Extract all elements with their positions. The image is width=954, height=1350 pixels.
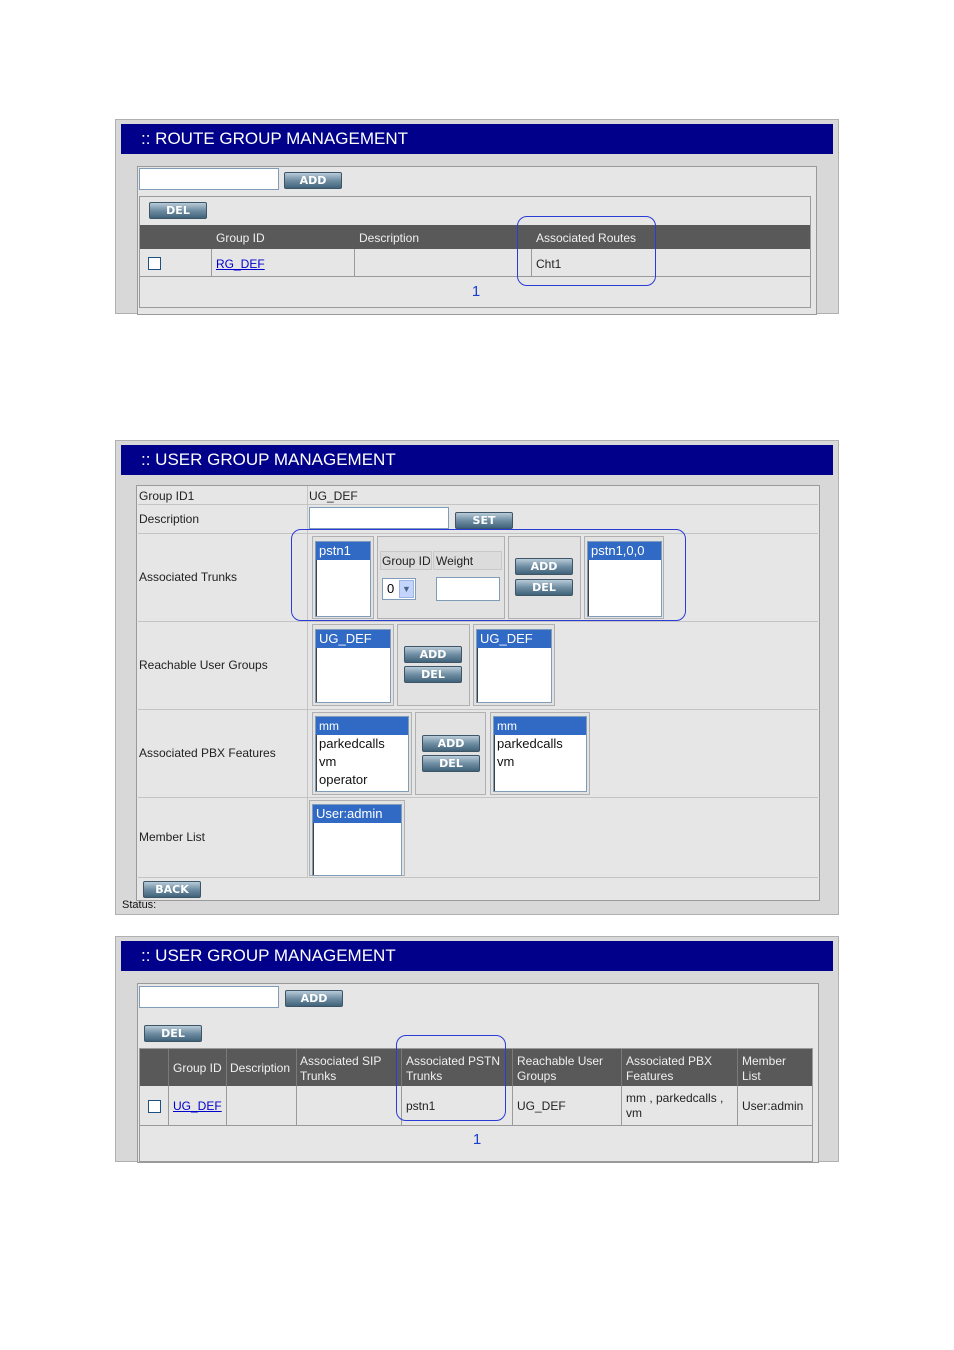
pbx-available-list[interactable] (315, 716, 409, 792)
user-group-list-content (137, 983, 819, 1163)
trunk-add-button[interactable]: ADD (515, 558, 573, 575)
reachable-del-button[interactable]: DEL (404, 666, 462, 683)
set-button[interactable]: SET (455, 512, 513, 529)
user-group-edit-form (136, 485, 820, 901)
list-item[interactable]: mm (494, 717, 586, 735)
table-row (140, 1086, 812, 1126)
trunk-group-id-header: Group ID (380, 551, 432, 570)
user-group-table (139, 1048, 813, 1162)
column-header-group-id: Group ID (173, 1061, 222, 1075)
route-group-add-button[interactable]: ADD (284, 172, 342, 189)
trunks-selected-box (584, 536, 664, 619)
list-item[interactable]: vm (497, 754, 515, 769)
pbx-buttons-box (415, 712, 486, 795)
list-item[interactable]: UG_DEF (477, 630, 551, 648)
list-item[interactable]: pstn1 (316, 542, 370, 560)
description-label: Description (139, 512, 200, 526)
route-group-associated-routes: Cht1 (536, 257, 562, 271)
reachable-selected-list[interactable] (476, 629, 552, 703)
pagination-page[interactable]: 1 (472, 1131, 482, 1148)
user-group-pstn-trunks: pstn1 (406, 1099, 436, 1113)
list-item[interactable]: parkedcalls (319, 736, 385, 751)
table-row (140, 249, 810, 277)
user-group-table-header (140, 1049, 812, 1086)
route-group-table-header (140, 225, 810, 249)
trunk-buttons-box (508, 536, 581, 619)
route-group-title: :: ROUTE GROUP MANAGEMENT (121, 124, 833, 154)
pbx-selected-box (490, 712, 590, 795)
trunk-params-box (377, 536, 505, 619)
list-item[interactable]: UG_DEF (316, 630, 390, 648)
route-group-id-link[interactable]: RG_DEF (216, 257, 265, 271)
trunk-weight-input[interactable] (436, 577, 500, 601)
user-group-pbx-features: mm , parkedcalls , vm (626, 1091, 724, 1120)
reachable-available-box (312, 624, 394, 706)
trunks-selected-list[interactable] (587, 541, 662, 617)
list-item[interactable]: vm (319, 754, 337, 769)
member-list-label: Member List (139, 830, 206, 844)
pbx-add-button[interactable]: ADD (422, 735, 480, 752)
user-group-edit-panel (115, 440, 839, 915)
pbx-available-box (312, 712, 412, 795)
route-group-del-button[interactable]: DEL (149, 202, 207, 219)
trunk-weight-header: Weight (433, 551, 502, 570)
column-header-pbx-features: Associated PBX Features (626, 1054, 713, 1083)
column-header-associated-routes: Associated Routes (536, 231, 637, 245)
column-header-description: Description (230, 1061, 291, 1075)
column-header-reachable-user-groups: Reachable User Groups (517, 1054, 604, 1083)
column-header-sip-trunks: Associated SIP Trunks (300, 1054, 382, 1083)
list-item[interactable]: mm (316, 717, 408, 735)
user-group-list-panel (115, 936, 839, 1162)
pbx-selected-list[interactable] (493, 716, 587, 792)
column-header-member-list: Member List (742, 1054, 787, 1083)
column-header-pstn-trunks: Associated PSTN Trunks (406, 1054, 501, 1083)
user-group-edit-title: :: USER GROUP MANAGEMENT (121, 445, 833, 475)
column-header-description: Description (359, 231, 420, 245)
route-group-content (137, 166, 817, 315)
reachable-add-button[interactable]: ADD (404, 646, 462, 663)
user-group-member-list: User:admin (742, 1099, 804, 1113)
trunk-group-id-select[interactable]: 0 ▼ (382, 578, 416, 600)
associated-pbx-features-label: Associated PBX Features (139, 746, 276, 760)
list-item[interactable]: operator (319, 772, 368, 787)
member-list[interactable] (312, 804, 402, 876)
pagination-page[interactable]: 1 (471, 283, 481, 300)
route-group-id-input[interactable] (139, 168, 279, 190)
user-group-id-link[interactable]: UG_DEF (173, 1099, 222, 1113)
user-group-reachable: UG_DEF (517, 1099, 566, 1113)
list-item[interactable]: pstn1,0,0 (588, 542, 661, 560)
reachable-user-groups-label: Reachable User Groups (139, 658, 268, 672)
list-item[interactable]: User:admin (313, 805, 401, 823)
row-select-checkbox[interactable] (148, 1100, 161, 1113)
column-header-group-id: Group ID (216, 231, 265, 245)
chevron-down-icon[interactable]: ▼ (399, 580, 414, 598)
user-group-add-button[interactable]: ADD (285, 990, 343, 1007)
user-group-list-title: :: USER GROUP MANAGEMENT (121, 941, 833, 971)
user-group-id-input[interactable] (139, 986, 279, 1008)
trunks-available-list[interactable] (315, 541, 371, 617)
list-item[interactable]: parkedcalls (497, 736, 563, 751)
trunks-available-box (312, 536, 374, 619)
group-id-label: Group ID1 (139, 489, 195, 503)
pbx-del-button[interactable]: DEL (422, 755, 480, 772)
member-list-box (309, 800, 405, 876)
status-label: Status: (122, 899, 157, 911)
back-button[interactable]: BACK (143, 881, 201, 898)
user-group-del-button[interactable]: DEL (144, 1025, 202, 1042)
row-select-checkbox[interactable] (148, 257, 161, 270)
associated-trunks-label: Associated Trunks (139, 570, 238, 584)
route-group-panel (115, 119, 839, 314)
reachable-available-list[interactable] (315, 629, 391, 703)
reachable-selected-box (473, 624, 555, 706)
reachable-buttons-box (397, 624, 470, 706)
trunk-del-button[interactable]: DEL (515, 579, 573, 596)
description-input[interactable] (309, 507, 449, 529)
group-id-value: UG_DEF (309, 489, 358, 503)
route-group-table (139, 196, 811, 308)
